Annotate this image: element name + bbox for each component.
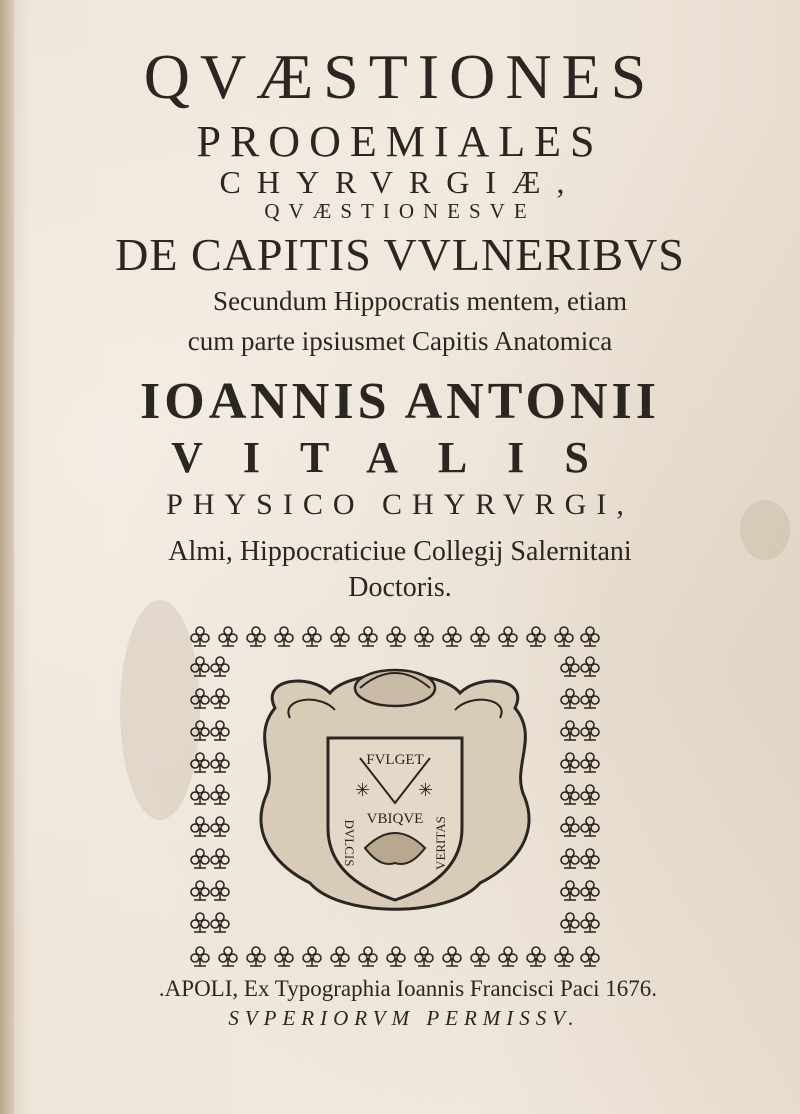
motto-left: DVLCIS [342,819,357,867]
border-left [191,657,229,932]
author-name-line-1: IOANNIS ANTONII [140,373,660,430]
border-bottom [191,947,599,966]
motto-top: FVLGET [366,752,424,768]
border-right [561,657,599,932]
motto-middle: VBIQVE [366,811,424,827]
motto-right: VERITAS [433,816,448,870]
author-name-line-2: VITALIS [171,433,629,482]
author-affiliation-2: Doctoris. [348,572,452,603]
title-line-de-capitis: DE CAPITIS VVLNERIBVS [115,229,685,280]
title-line-questiones: QVÆSTIONES [143,41,657,112]
author-affiliation-1: Almi, Hippocraticiue Collegij Salernitani [168,536,632,567]
title-line-prooemiales: PROOEMIALES [196,117,604,166]
border-top [191,627,599,646]
imprint-line-2: SVPERIORVM PERMISSV. [228,1006,580,1030]
author-role: PHYSICO CHYRVRGI, [166,488,634,521]
title-line-quaestionesve: QVÆSTIONESVE [264,199,536,223]
svg-text:✳: ✳ [418,780,434,801]
ornamental-border-icon [180,618,610,974]
subtitle-line-2: cum parte ipsiusmet Capitis Anatomica [187,326,613,356]
svg-text:✳: ✳ [355,780,371,801]
subtitle-line-1: Secundum Hippocratis mentem, etiam [213,286,627,316]
title-line-chyrurgiae: CHYRVRGIÆ, [219,164,581,200]
imprint-line-1: .APOLI, Ex Typographia Ioannis Francisci Paci 1676. [158,976,658,1001]
coat-of-arms-icon [261,670,529,909]
printers-device [180,618,610,974]
